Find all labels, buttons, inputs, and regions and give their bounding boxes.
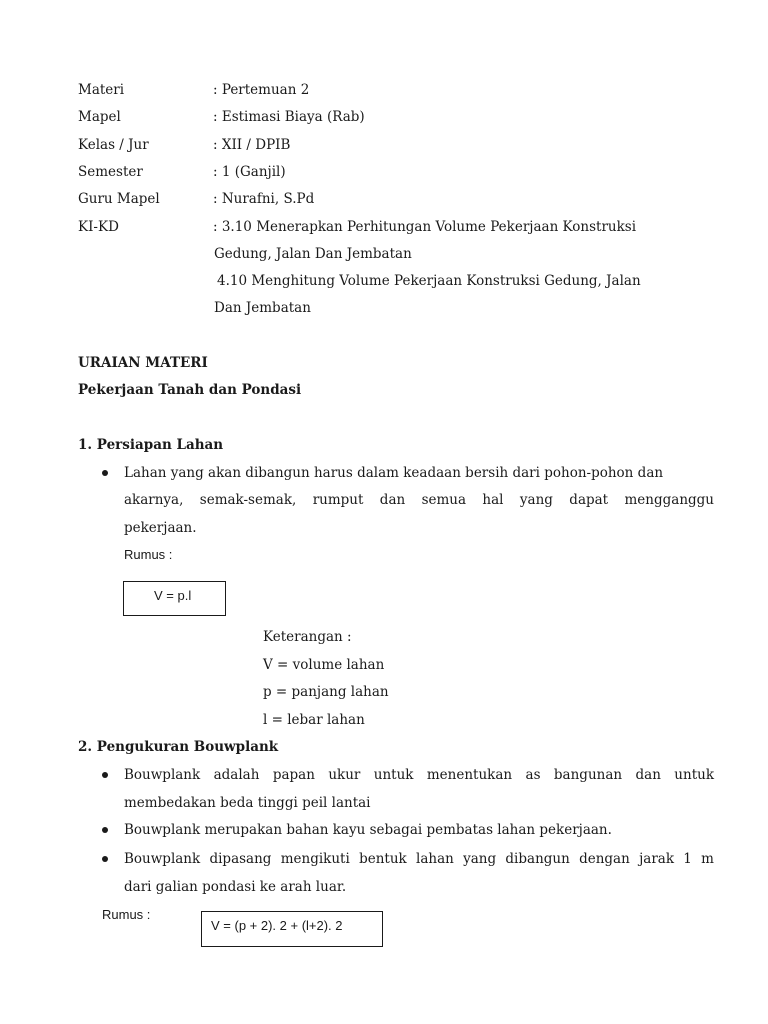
keterangan-line: l = lebar lahan (263, 712, 365, 728)
item1-heading: 1. Persiapan Lahan (78, 437, 224, 453)
label-kikd: KI-KD (78, 219, 119, 235)
value-materi: : Pertemuan 2 (213, 82, 310, 98)
item2-bullet-line: membedakan beda tinggi peil lantai (124, 795, 371, 811)
kikd-line: Gedung, Jalan Dan Jembatan (214, 246, 412, 262)
section-subtitle: Pekerjaan Tanah dan Pondasi (78, 382, 302, 398)
keterangan-line: p = panjang lahan (263, 684, 389, 700)
value-kelas: : XII / DPIB (213, 137, 291, 153)
kikd-line: 4.10 Menghitung Volume Pekerjaan Konstruksi Gedung, Jalan (217, 273, 641, 289)
label-guru: Guru Mapel (78, 191, 160, 207)
item1-rumus-label: Rumus : (124, 547, 173, 562)
label-mapel: Mapel (78, 109, 121, 125)
bullet-icon (102, 470, 108, 476)
value-kikd: : 3.10 Menerapkan Perhitungan Volume Pekerjaan Konstruksi (213, 219, 637, 235)
value-semester: : 1 (Ganjil) (213, 164, 286, 180)
item2-bullet-line: dari galian pondasi ke arah luar. (124, 879, 347, 895)
kikd-line: Dan Jembatan (214, 300, 311, 316)
item2-formula-box (201, 911, 383, 947)
item1-bullet-line: Lahan yang akan dibangun harus dalam keadaan bersih dari pohon-pohon dan (124, 465, 664, 481)
item2-rumus-label: Rumus : (102, 907, 151, 922)
item2-formula: V = (p + 2). 2 + (l+2). 2 (211, 918, 343, 933)
value-guru: : Nurafni, S.Pd (213, 191, 315, 207)
item2-bullet-line: Bouwplank merupakan bahan kayu sebagai pembatas lahan pekerjaan. (124, 822, 612, 838)
label-kelas: Kelas / Jur (78, 137, 149, 153)
item1-formula-box (123, 581, 226, 616)
item2-bullet-line: Bouwplank adalah papan ukur untuk menentukan as bangunan dan untuk (124, 767, 714, 783)
keterangan-title: Keterangan : (263, 629, 352, 645)
label-semester: Semester (78, 164, 143, 180)
value-mapel: : Estimasi Biaya (Rab) (213, 109, 365, 125)
bullet-icon (102, 856, 108, 862)
item1-bullet-line: akarnya, semak-semak, rumput dan semua hal yang dapat mengganggu (124, 492, 714, 508)
bullet-icon (102, 827, 108, 833)
item1-formula: V = p.l (154, 588, 192, 603)
section-title: URAIAN MATERI (78, 355, 208, 371)
keterangan-line: V = volume lahan (263, 657, 385, 673)
label-materi: Materi (78, 82, 125, 98)
item1-bullet-line: pekerjaan. (124, 520, 197, 536)
item2-heading: 2. Pengukuran Bouwplank (78, 739, 279, 755)
bullet-icon (102, 772, 108, 778)
item2-bullet-line: Bouwplank dipasang mengikuti bentuk lahan yang dibangun dengan jarak 1 m (124, 851, 714, 867)
